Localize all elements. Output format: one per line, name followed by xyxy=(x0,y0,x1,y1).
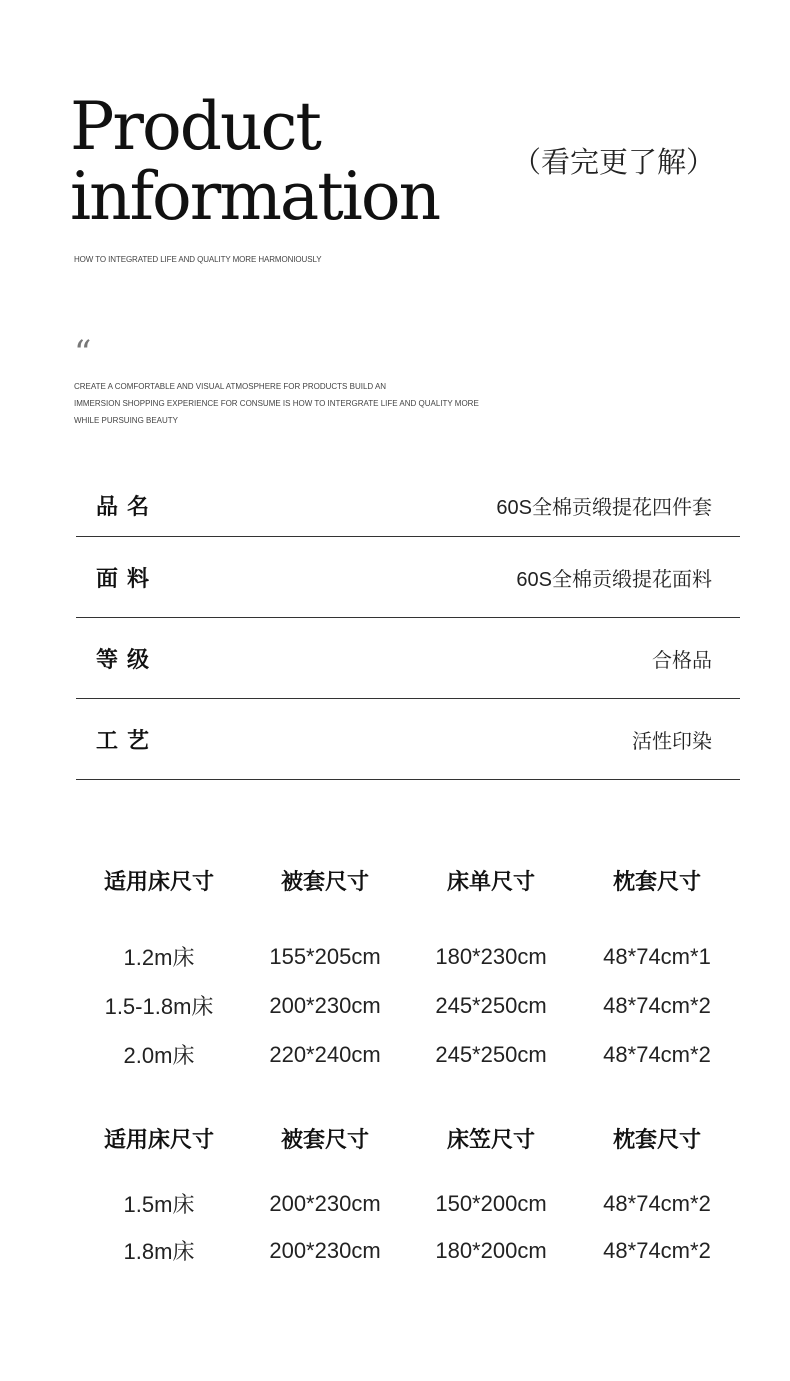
table-header: 适用床尺寸 xyxy=(103,868,214,894)
info-label: 品名 xyxy=(96,493,159,519)
table-cell: 1.8m床 xyxy=(123,1239,195,1264)
table-header: 床笠尺寸 xyxy=(446,1126,535,1152)
table-cell: 180*200cm xyxy=(435,1237,547,1263)
hero-tagline: HOW TO INTEGRATED LIFE AND QUALITY MORE HARMONIOUSLY xyxy=(74,255,322,264)
table-header: 枕套尺寸 xyxy=(612,868,701,894)
table-cell: 200*230cm xyxy=(269,1190,381,1216)
hero-title xyxy=(70,88,440,235)
table-header: 枕套尺寸 xyxy=(612,1126,701,1152)
table-cell: 220*240cm xyxy=(269,1041,381,1067)
quote-line: CREATE A COMFORTABLE AND VISUAL ATMOSPHERE FOR PRODUCTS BUILD AN xyxy=(74,382,387,391)
hero-title-line-1: Product xyxy=(70,88,320,165)
table-cell: 245*250cm xyxy=(435,992,547,1018)
info-row-name xyxy=(76,474,740,537)
table-cell: 48*74cm*2 xyxy=(603,1237,711,1263)
table-cell: 1.2m床 xyxy=(123,945,195,970)
table-header-row xyxy=(76,850,740,910)
table-cell: 150*200cm xyxy=(435,1190,547,1216)
table-cell: 180*230cm xyxy=(435,943,547,969)
info-value: 活性印染 xyxy=(632,730,712,753)
product-info-list xyxy=(76,474,740,780)
table-cell: 155*205cm xyxy=(269,943,381,969)
table-row xyxy=(76,1227,740,1274)
quote-mark-icon: “ xyxy=(74,333,90,373)
table-cell: 48*74cm*1 xyxy=(603,943,711,969)
table-header: 床单尺寸 xyxy=(446,868,535,894)
table-row xyxy=(76,1030,740,1079)
info-value: 60S全棉贡缎提花四件套 xyxy=(496,496,712,519)
info-label: 面料 xyxy=(96,565,159,591)
table-cell: 48*74cm*2 xyxy=(603,1190,711,1216)
info-row-grade xyxy=(76,618,740,699)
table-header: 被套尺寸 xyxy=(280,1126,369,1152)
table-cell: 1.5m床 xyxy=(123,1192,195,1217)
info-value: 合格品 xyxy=(652,649,712,672)
table-row xyxy=(76,910,740,981)
info-row-fabric xyxy=(76,537,740,618)
table-cell: 200*230cm xyxy=(269,992,381,1018)
table-cell: 48*74cm*2 xyxy=(603,1041,711,1067)
table-cell: 1.5-1.8m床 xyxy=(104,994,214,1019)
size-table-flat-sheet xyxy=(76,850,740,1079)
table-row xyxy=(76,1168,740,1227)
hero-note: （看完更了解） xyxy=(512,147,716,179)
size-table-fitted-sheet xyxy=(76,1108,740,1274)
quote-line: WHILE PURSUING BEAUTY xyxy=(74,416,179,425)
table-cell: 2.0m床 xyxy=(123,1043,195,1068)
table-cell: 200*230cm xyxy=(269,1237,381,1263)
table-header: 适用床尺寸 xyxy=(103,1126,214,1152)
info-value: 60S全棉贡缎提花面料 xyxy=(516,568,712,591)
table-header-row xyxy=(76,1108,740,1168)
table-cell: 48*74cm*2 xyxy=(603,992,711,1018)
table-header: 被套尺寸 xyxy=(280,868,369,894)
quote-line: IMMERSION SHOPPING EXPERIENCE FOR CONSUME IS HOW TO INTERGRATE LIFE AND QUALITY MORE xyxy=(74,399,479,408)
info-row-craft xyxy=(76,699,740,780)
table-cell: 245*250cm xyxy=(435,1041,547,1067)
hero-title-line-2: information xyxy=(70,158,440,235)
info-label: 等级 xyxy=(96,646,159,672)
info-label: 工艺 xyxy=(96,727,159,753)
table-row xyxy=(76,981,740,1030)
quote-text xyxy=(74,378,534,429)
